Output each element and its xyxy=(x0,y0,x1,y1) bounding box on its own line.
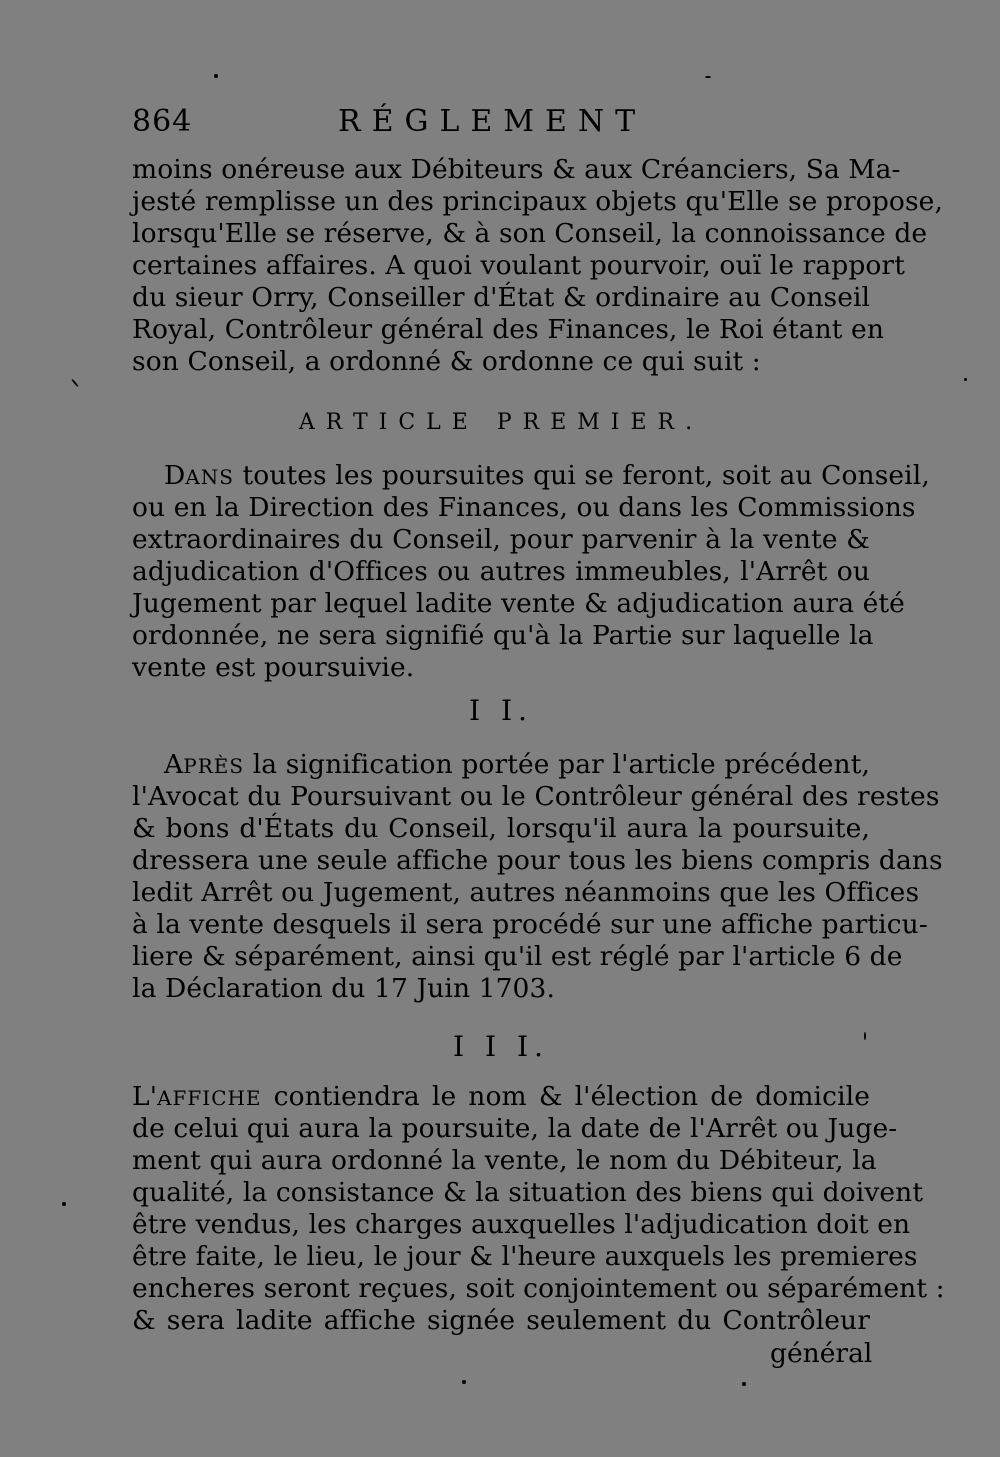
text-line: & sera ladite affiche signée seulement du Contrôleur xyxy=(132,1305,870,1336)
text-line: être faite, le lieu, le jour & l'heure auxquels les premieres xyxy=(132,1241,918,1272)
text-line: certaines affaires. A quoi voulant pourvoir, ouï le rapport xyxy=(132,250,905,281)
text-line: du sieur Orry, Conseiller d'État & ordinaire au Conseil xyxy=(132,282,871,313)
first-line-text: toutes les poursuites qui se feront, soit au Conseil, xyxy=(234,460,930,491)
text-line: qualité, la consistance & la situation des biens qui doivent xyxy=(132,1177,924,1208)
text-line: moins onéreuse aux Débiteurs & aux Créanciers, Sa Ma- xyxy=(132,154,901,185)
text-line: ment qui aura ordonné la vente, le nom du Débiteur, la xyxy=(132,1145,877,1176)
running-title: RÉGLEMENT xyxy=(338,104,647,139)
text-line: ledit Arrêt ou Jugement, autres néanmoins que les Offices xyxy=(132,877,920,908)
text-line: ou en la Direction des Finances, ou dans les Commissions xyxy=(132,492,916,523)
article-3-heading: I I I. xyxy=(453,1030,549,1063)
text-line xyxy=(132,460,930,492)
intro-paragraph xyxy=(132,154,943,378)
scan-speck xyxy=(71,379,79,388)
text-line: adjudication d'Offices ou autres immeubles, l'Arrêt ou xyxy=(132,556,870,587)
text-line: ordonnée, ne sera signifié qu'à la Partie sur laquelle la xyxy=(132,620,874,651)
scan-speck xyxy=(742,1382,746,1386)
scan-speck xyxy=(214,74,218,78)
text-line: vente est poursuivie. xyxy=(132,652,415,683)
article-3-paragraph xyxy=(132,1081,945,1337)
first-word-smallcaps: PRÈS xyxy=(183,754,245,778)
scan-speck xyxy=(705,76,711,78)
article-1-paragraph xyxy=(132,460,930,684)
text-line xyxy=(132,749,870,781)
text-line: jesté remplisse un des principaux objets qu'Elle se propose, xyxy=(132,186,943,217)
first-line-text: contiendra le nom & l'élection de domicile xyxy=(261,1081,870,1112)
page-number: 864 xyxy=(132,104,193,139)
text-line: Jugement par lequel ladite vente & adjudication aura été xyxy=(132,588,905,619)
text-line: être vendus, les charges auxquelles l'adjudication doit en xyxy=(132,1209,911,1240)
first-word-smallcaps: AFFICHE xyxy=(157,1086,262,1110)
text-line: Royal, Contrôleur général des Finances, le Roi étant en xyxy=(132,314,884,345)
text-line: de celui qui aura la poursuite, la date de l'Arrêt ou Juge- xyxy=(132,1113,898,1144)
article-1-heading: ARTICLE PREMIER. xyxy=(298,410,704,435)
text-line: l'Avocat du Poursuivant ou le Contrôleur général des restes xyxy=(132,781,940,812)
text-line: encheres seront reçues, soit conjointement ou séparément : xyxy=(132,1273,945,1304)
first-line-text: la signification portée par l'article précédent, xyxy=(244,749,870,780)
running-head xyxy=(132,104,870,144)
scan-speck xyxy=(462,1380,466,1384)
article-2-heading: I I. xyxy=(469,694,533,727)
scan-speck xyxy=(62,1202,66,1206)
initial-letter: A xyxy=(164,749,184,780)
text-line: dressera une seule affiche pour tous les biens compris dans xyxy=(132,845,943,876)
text-line: la Déclaration du 17 Juin 1703. xyxy=(132,973,555,1004)
text-line: & bons d'États du Conseil, lorsqu'il aura la poursuite, xyxy=(132,813,870,844)
text-line: liere & séparément, ainsi qu'il est réglé par l'article 6 de xyxy=(132,941,903,972)
catchword: général xyxy=(770,1338,873,1369)
scan-speck xyxy=(964,378,967,381)
initial-letter: L' xyxy=(132,1081,158,1112)
text-line: lorsqu'Elle se réserve, & à son Conseil, la connoissance de xyxy=(132,218,928,249)
first-word-smallcaps: ANS xyxy=(185,465,235,489)
text-line: à la vente desquels il sera procédé sur une affiche particu- xyxy=(132,909,928,940)
text-line: son Conseil, a ordonné & ordonne ce qui suit : xyxy=(132,346,761,377)
scan-speck xyxy=(864,1032,866,1040)
article-2-paragraph xyxy=(132,749,943,1005)
text-line: extraordinaires du Conseil, pour parvenir à la vente & xyxy=(132,524,870,555)
initial-letter: D xyxy=(164,460,186,491)
text-line xyxy=(132,1081,870,1113)
